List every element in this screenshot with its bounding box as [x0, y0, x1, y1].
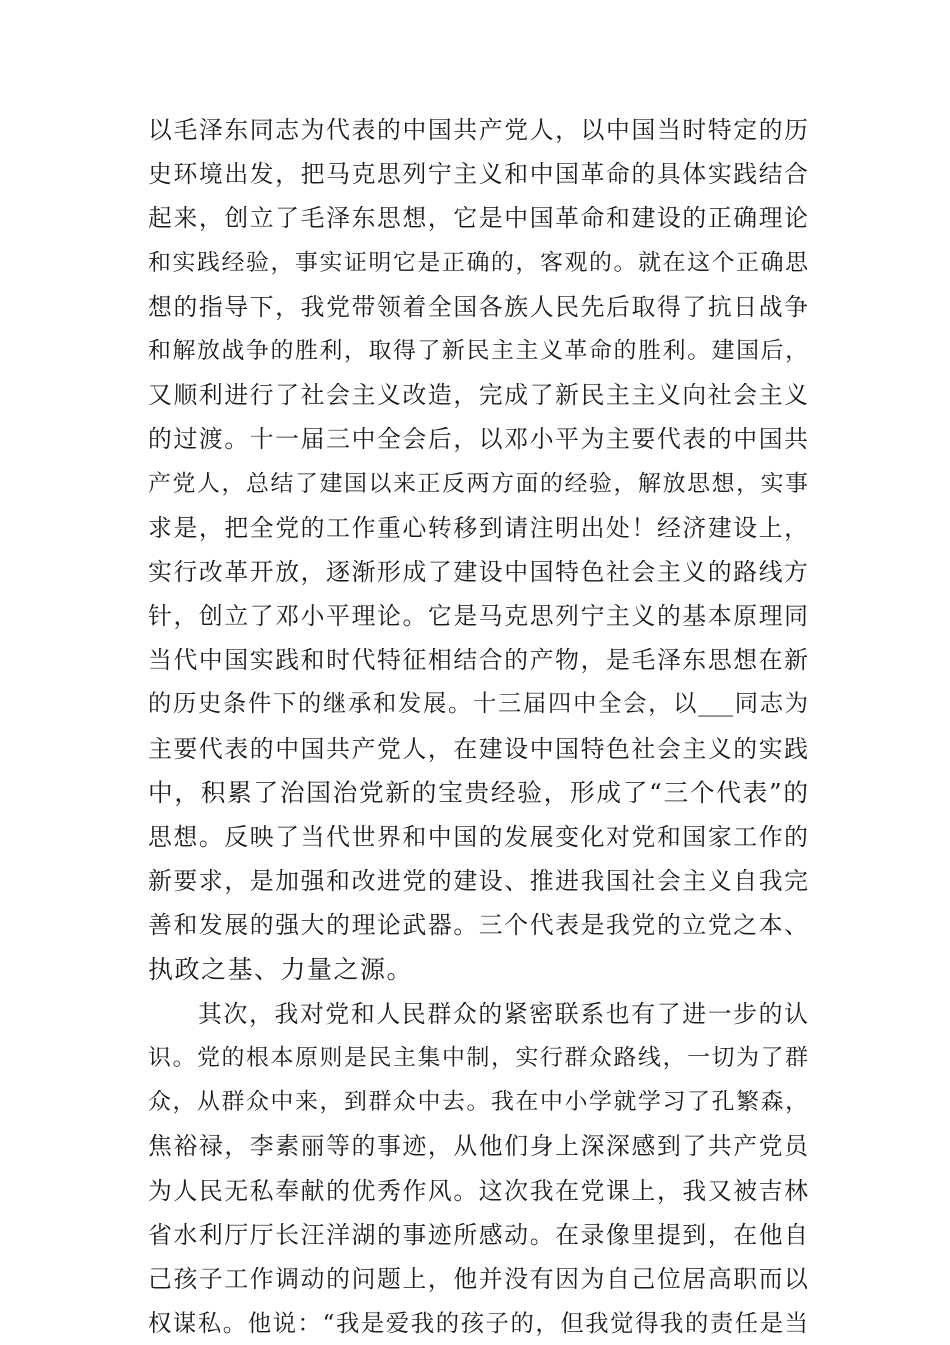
paragraph-1: [148, 108, 808, 992]
text-line: 为人民无私奉献的优秀作风。这次我在党课上，我又被吉林: [148, 1176, 808, 1205]
text-line: 省水利厅厅长汪洋湖的事迹所感动。在录像里提到，在他自: [148, 1220, 808, 1249]
text-line: 的过渡。十一届三中全会后，以邓小平为主要代表的中国共: [148, 425, 808, 454]
text-line: 中，积累了治国治党新的宝贵经验，形成了“三个代表”的: [148, 777, 808, 807]
text-line: 焦裕禄，李素丽等的事迹，从他们身上深深感到了共产党员: [148, 1132, 808, 1161]
text-line: 实行改革开放，逐渐形成了建设中国特色社会主义的路线方: [148, 557, 808, 586]
paragraph-2: [148, 992, 808, 1345]
text-line: 以毛泽东同志为代表的中国共产党人，以中国当时特定的历: [148, 116, 808, 144]
text-line: 起来，创立了毛泽东思想，它是中国革命和建设的正确理论: [148, 204, 808, 233]
body-text: [148, 108, 808, 1345]
text-line: 执政之基、力量之源。: [148, 954, 414, 984]
text-line: 新要求，是加强和改进党的建设、推进我国社会主义自我完: [148, 867, 808, 896]
text-line: 众，从群众中来，到群众中去。我在中小学就学习了孔繁森，: [148, 1089, 808, 1116]
text-line: 的历史条件下的继承和发展。十三届四中全会，以___同志为: [148, 690, 808, 718]
text-line: 当代中国实践和时代特征相结合的产物，是毛泽东思想在新: [148, 646, 808, 675]
text-line: 识。党的根本原则是民主集中制，实行群众路线，一切为了群: [148, 1044, 808, 1071]
text-line: 主要代表的中国共产党人，在建设中国特色社会主义的实践: [148, 734, 808, 763]
text-line: 善和发展的强大的理论武器。三个代表是我党的立党之本、: [148, 911, 808, 940]
text-line: 求是，把全党的工作重心转移到请注明出处！经济建设上，: [148, 513, 808, 542]
text-line: 产党人，总结了建国以来正反两方面的经验，解放思想，实事: [148, 470, 808, 497]
text-line: 想的指导下，我党带领着全国各族人民先后取得了抗日战争: [148, 292, 808, 321]
text-line: 思想。反映了当代世界和中国的发展变化对党和国家工作的: [148, 823, 808, 851]
text-line: 和实践经验，事实证明它是正确的，客观的。就在这个正确思: [148, 249, 808, 276]
text-line: 和解放战争的胜利，取得了新民主主义革命的胜利。建国后，: [148, 337, 808, 364]
text-line: 针，创立了邓小平理论。它是马克思列宁主义的基本原理同: [148, 602, 808, 631]
text-line: 又顺利进行了社会主义改造，完成了新民主主义向社会主义: [148, 381, 808, 410]
text-line: 权谋私。他说：“我是爱我的孩子的，但我觉得我的责任是当: [148, 1309, 808, 1338]
text-line: 史环境出发，把马克思列宁主义和中国革命的具体实践结合: [148, 160, 808, 189]
text-line: 其次，我对党和人民群众的紧密联系也有了进一步的认: [198, 999, 808, 1028]
text-line: 己孩子工作调动的问题上，他并没有因为自己位居高职而以: [148, 1264, 808, 1293]
